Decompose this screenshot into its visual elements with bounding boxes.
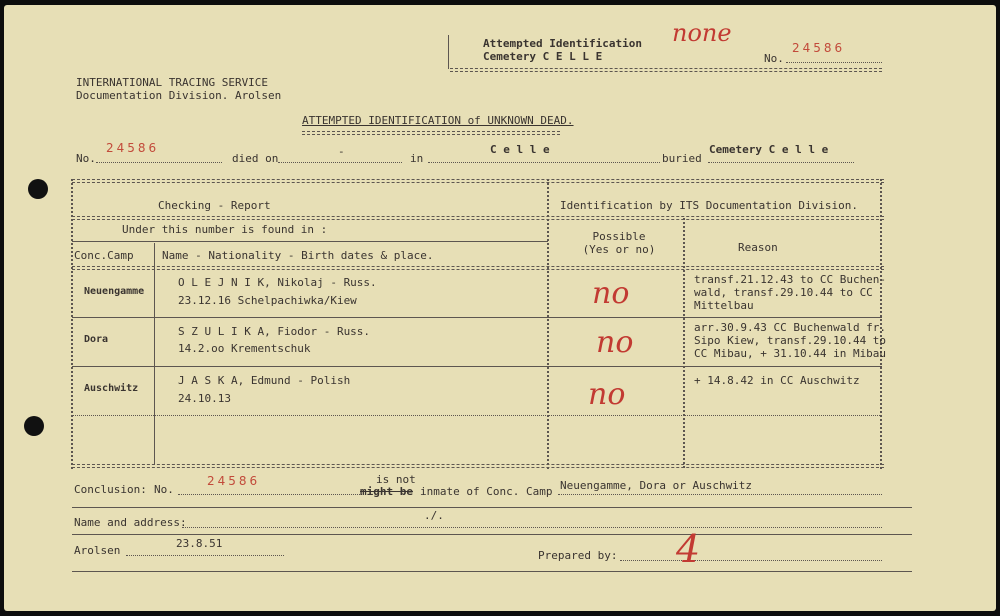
footer-date: 23.8.51 <box>176 537 223 550</box>
conclusion-label: Conclusion: <box>74 483 147 496</box>
record-buried-label: buried <box>662 152 702 165</box>
record-no-value: 24586 <box>106 141 160 155</box>
table-bottom-border <box>72 464 884 468</box>
prepared-by-label: Prepared by: <box>538 549 618 562</box>
col-header-name: Name - Nationality - Birth dates & place. <box>162 249 434 262</box>
handwritten-note: none <box>672 19 732 47</box>
document-title: ATTEMPTED IDENTIFICATION of UNKNOWN DEAD. <box>302 114 574 127</box>
table-camp-divider <box>154 243 155 465</box>
prepared-by-dots <box>620 560 882 561</box>
name-address-label: Name and address: <box>74 516 187 529</box>
record-died-dots <box>278 162 402 163</box>
conclusion-no-value: 24586 <box>207 474 261 488</box>
conclusion-camps-dots <box>558 494 882 495</box>
conclusion-is-not: is not <box>376 473 416 486</box>
footer-place: Arolsen <box>74 544 121 557</box>
record-in-dots <box>428 162 660 163</box>
agency-line1: INTERNATIONAL TRACING SERVICE <box>76 76 269 89</box>
table-middle-divider <box>547 179 549 469</box>
row-name-line2: 14.2.oo Krementschuk <box>178 342 311 355</box>
row-name-line2: 24.10.13 <box>178 392 231 405</box>
record-no-label: No. <box>76 152 96 165</box>
agency-line2: Documentation Division. Arolsen <box>76 89 282 102</box>
punch-hole-bottom <box>24 416 44 436</box>
table-top-border <box>72 179 884 183</box>
table-row2-divider <box>72 366 882 367</box>
header-box-bottom-line <box>450 68 882 72</box>
title-underline <box>302 131 560 135</box>
footer-date-dots <box>126 555 284 556</box>
row-name-line2: 23.12.16 Schelpachiwka/Kiew <box>178 294 357 307</box>
row-name-line1: J A S K A, Edmund - Polish <box>178 374 351 387</box>
table-row1-divider <box>72 317 882 318</box>
header-box-left-line <box>448 35 449 69</box>
row-camp: Neuengamme <box>84 286 145 297</box>
table-header-divider <box>72 216 884 220</box>
conclusion-inmate-text: inmate of Conc. Camp <box>420 485 553 498</box>
row-reason: + 14.8.42 in CC Auschwitz <box>694 374 860 387</box>
punch-hole-top <box>28 179 48 199</box>
header-no-value: 24586 <box>792 41 846 55</box>
row-name-line1: O L E J N I K, Nikolaj - Russ. <box>178 276 377 289</box>
name-address-value: ./. <box>424 509 444 522</box>
header-box-line2: Cemetery C E L L E <box>483 50 603 63</box>
col-header-possible: Possible (Yes or no) <box>582 230 656 256</box>
identification-header: Identification by ITS Documentation Division. <box>560 199 859 212</box>
row-camp: Auschwitz <box>84 383 139 394</box>
table-left-border <box>71 179 73 469</box>
row-possible: no <box>596 325 634 360</box>
under-number-label: Under this number is found in : <box>122 223 328 236</box>
checking-report-header: Checking - Report <box>158 199 271 212</box>
record-died-label: died on <box>232 152 279 165</box>
name-address-dots <box>182 527 882 528</box>
name-address-rule <box>72 534 912 535</box>
under-number-underline <box>72 241 548 242</box>
index-card <box>4 5 996 611</box>
row-possible: no <box>592 276 630 311</box>
conclusion-rule <box>72 507 912 508</box>
row-camp: Dora <box>84 334 109 345</box>
record-buried-value: Cemetery C e l l e <box>709 143 829 156</box>
row-reason: transf.21.12.43 to CC Buchen- wald, transf.29.10.44 to CC Mittelbau <box>694 273 887 312</box>
table-possible-divider <box>683 218 685 468</box>
table-column-header-divider <box>72 266 884 270</box>
col-header-camp: Conc.Camp <box>74 249 134 262</box>
signature: 4 <box>676 527 701 571</box>
header-box-line1: Attempted Identification <box>483 37 642 50</box>
header-no-dots <box>786 62 882 63</box>
record-no-dots <box>96 162 222 163</box>
record-in-value: C e l l e <box>490 143 550 156</box>
table-row3-divider <box>72 415 882 416</box>
record-in-label: in <box>410 152 424 165</box>
conclusion-no-label: No. <box>154 483 174 496</box>
row-possible: no <box>588 377 626 412</box>
conclusion-no-dots <box>178 494 362 495</box>
footer-rule <box>72 571 912 572</box>
record-buried-dots <box>708 162 854 163</box>
col-header-reason: Reason <box>738 241 778 254</box>
conclusion-struck-text: might be <box>360 485 413 498</box>
row-reason: arr.30.9.43 CC Buchenwald fr. Sipo Kiew, transf.29.10.44 to CC Mibau, + 31.10.44 in Mibau <box>694 321 887 360</box>
row-name-line1: S Z U L I K A, Fiodor - Russ. <box>178 325 371 338</box>
record-died-value: - <box>338 145 345 158</box>
conclusion-camps: Neuengamme, Dora or Auschwitz <box>560 479 753 492</box>
header-no-label: No. <box>764 52 784 65</box>
